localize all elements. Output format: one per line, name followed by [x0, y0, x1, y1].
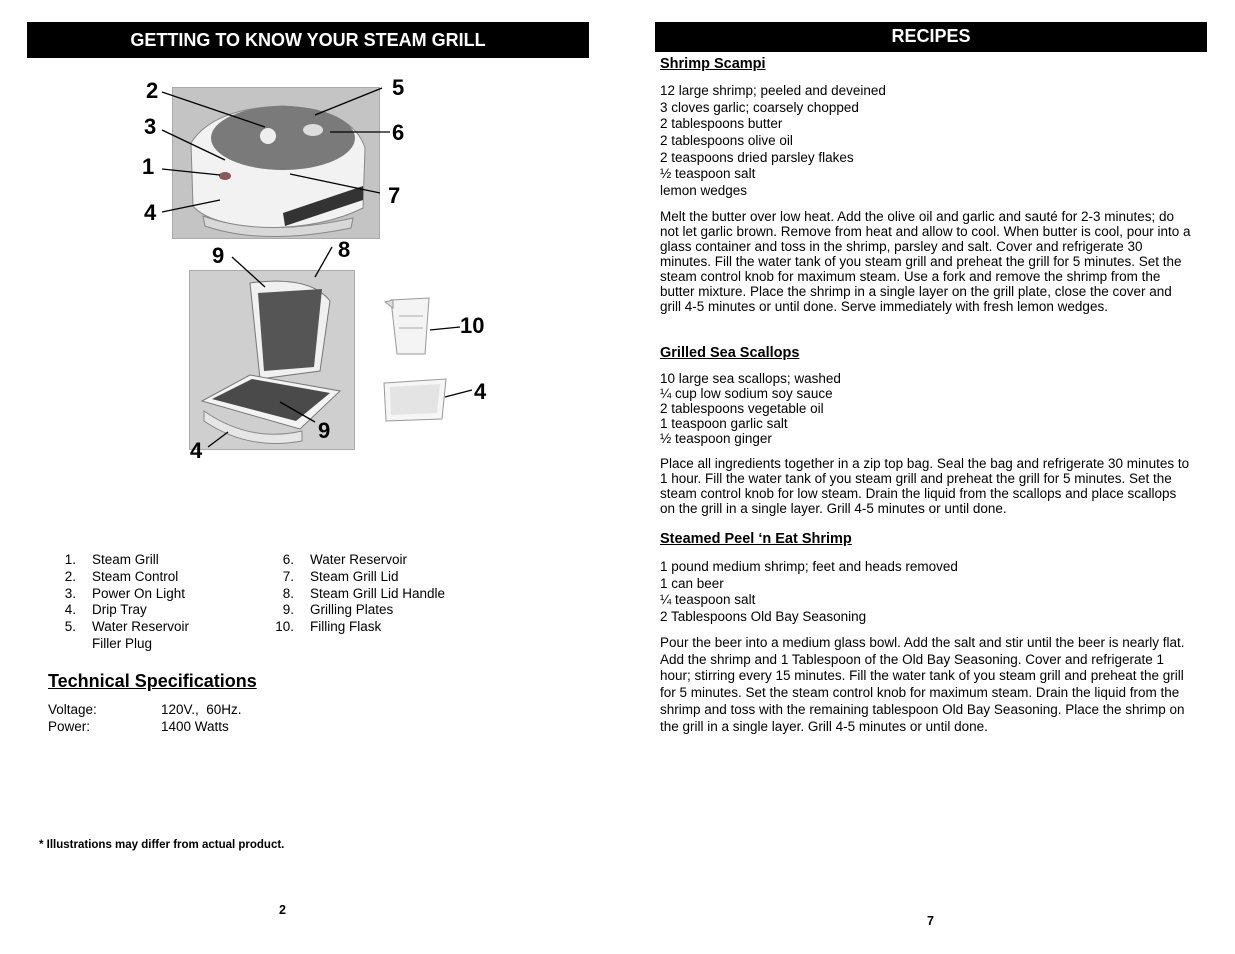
- left-page-number: 2: [279, 903, 286, 917]
- recipe-title: Steamed Peel ‘n Eat Shrimp: [660, 531, 852, 547]
- list-item: 9. Grilling Plates: [282, 602, 394, 618]
- callout-number: 10: [460, 313, 485, 338]
- ingredient: 2 tablespoons vegetable oil: [660, 401, 824, 416]
- ingredient: ½ teaspoon salt: [660, 166, 756, 182]
- parts-list-col2: [266, 552, 526, 636]
- list-item: 3. Power On Light: [64, 585, 186, 601]
- right-page-number: 7: [927, 914, 934, 928]
- ingredient: 2 Tablespoons Old Bay Seasoning: [660, 609, 867, 625]
- recipe-ingredients: [660, 83, 886, 200]
- ingredient: 2 tablespoons olive oil: [660, 133, 793, 149]
- ingredient: 10 large sea scallops; washed: [660, 371, 841, 386]
- list-item: 8. Steam Grill Lid Handle: [282, 585, 446, 601]
- callout-number: 8: [338, 237, 351, 262]
- callout-number: 5: [392, 75, 405, 100]
- callout-number: 9: [212, 243, 225, 268]
- parts-list-col1: [48, 552, 248, 653]
- recipe-directions: Pour the beer into a medium glass bowl. Add the salt and stir until the beer is nearly flat. Add the shrimp and 1 Tablespoon of the Old Bay Seasoning. Cover and refrigerate 1 hour; stirring every 15 minutes. Fill the water tank of you steam grill and preheat the grill for 5 minutes. Set the steam control knob for maximum steam. Drain the liquid from the shrimp and toss with the remaining tablespoon Old Bay Seasoning. Place the shrimp on the grill in a single layer. Grill 4-5 minutes or until done.: [660, 635, 1185, 734]
- callout-number: 4: [144, 200, 157, 225]
- list-item: 6. Water Reservoir: [282, 552, 408, 567]
- callout-leaders: [140, 72, 500, 464]
- callout-number: 2: [146, 78, 159, 103]
- ingredient: 12 large shrimp; peeled and deveined: [660, 83, 886, 98]
- ingredient: 3 cloves garlic; coarsely chopped: [660, 99, 859, 115]
- illustration-footnote: * Illustrations may differ from actual product.: [39, 839, 285, 851]
- spec-power-label: Power:: [48, 719, 91, 734]
- callout-number: 4: [190, 438, 203, 463]
- list-item: 4. Drip Tray: [64, 602, 147, 618]
- callout-number: 9: [318, 418, 331, 443]
- tech-specs-title: Technical Specifications: [48, 671, 257, 691]
- right-page-banner: RECIPES: [655, 22, 1207, 52]
- list-item: 1. Steam Grill: [64, 552, 159, 567]
- recipe-directions: Place all ingredients together in a zip top bag. Seal the bag and refrigerate 30 minutes to 1 hour. Fill the water tank of you steam grill and preheat the grill for 5 minutes. Set the steam control knob for low steam. Drain the liquid from the scallops and place scallops on the grill in a single layer. Grill 4-5 minutes or until done.: [660, 456, 1190, 516]
- callout-number: 7: [388, 183, 401, 208]
- ingredient: ½ teaspoon ginger: [660, 431, 772, 446]
- ingredient: ¼ cup low sodium soy sauce: [660, 386, 833, 401]
- recipe-title: Shrimp Scampi: [660, 56, 766, 72]
- ingredient: 1 can beer: [660, 575, 724, 591]
- ingredient: ¼ teaspoon salt: [660, 592, 756, 608]
- spec-voltage-label: Voltage:: [48, 702, 97, 717]
- ingredient: lemon wedges: [660, 183, 748, 199]
- spec-voltage-value: 120V., 60Hz.: [161, 702, 242, 717]
- ingredient: 1 pound medium shrimp; feet and heads removed: [660, 559, 958, 574]
- ingredient: 1 teaspoon garlic salt: [660, 416, 788, 431]
- callout-number: 4: [474, 379, 487, 404]
- ingredient: 2 tablespoons butter: [660, 116, 783, 132]
- list-item: 2. Steam Control: [64, 568, 179, 584]
- recipe-ingredients: [660, 559, 958, 626]
- spec-power-value: 1400 Watts: [161, 719, 229, 734]
- steam-grill-illustration: [140, 72, 500, 464]
- callout-number: 1: [142, 154, 155, 179]
- list-item: 5. Water Reservoir Filler Plug: [64, 619, 190, 651]
- callout-number: 3: [144, 114, 157, 139]
- list-item: 7. Steam Grill Lid: [282, 568, 399, 584]
- ingredient: 2 teaspoons dried parsley flakes: [660, 149, 854, 165]
- left-page-banner: GETTING TO KNOW YOUR STEAM GRILL: [27, 22, 589, 58]
- recipe-title: Grilled Sea Scallops: [660, 345, 800, 361]
- list-item: 10. Filling Flask: [275, 619, 382, 635]
- callout-number: 6: [392, 120, 405, 145]
- recipe-directions: Melt the butter over low heat. Add the olive oil and garlic and sauté for 2-3 minutes; do not let garlic brown. Remove from heat and allow to cool. When butter is cool, pour into a glass container and toss in the shrimp, parsley and salt. Cover and refrigerate 30 minutes. Fill the water tank of you steam grill and preheat the grill for 5 minutes. Set the steam control knob for maximum steam. Use a fork and remove the shrimp from the butter mixture. Place the shrimp in a single layer on the grill plate, close the cover and grill 4-5 minutes or until done. Serve immediately with fresh lemon wedges.: [660, 209, 1191, 314]
- recipe-ingredients: [660, 371, 841, 446]
